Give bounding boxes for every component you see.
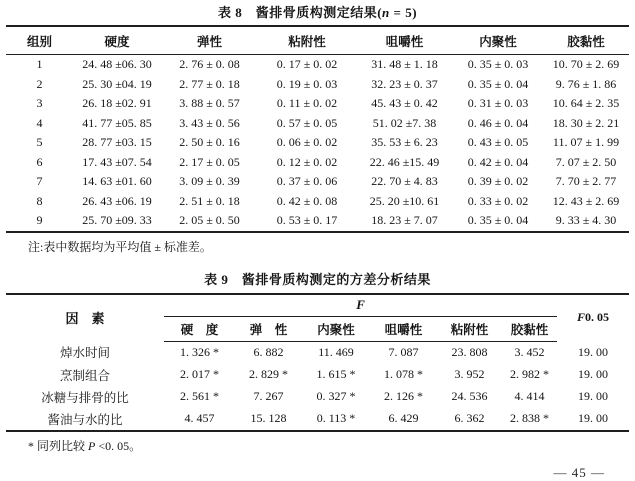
table9-anova-results — [6, 293, 629, 432]
cell-adhesiveness: 0. 12 ± 0. 02 — [276, 154, 338, 169]
cell-cohesiveness: 0. 39 ± 0. 02 — [467, 174, 529, 189]
cell-gumminess: 7. 70 ± 2. 77 — [555, 174, 617, 189]
cell-f-cohesiveness: 0. 113 * — [316, 411, 356, 425]
table-row — [6, 172, 629, 192]
cell-adhesiveness: 0. 37 ± 0. 06 — [276, 174, 338, 189]
cell-f-springiness: 15. 128 — [250, 411, 287, 425]
cell-chewiness: 18. 23 ± 7. 07 — [371, 213, 438, 228]
cell-f-cohesiveness: 0. 327 * — [316, 389, 356, 403]
table9-sub-adhesiveness: 粘附性 — [437, 316, 502, 341]
cell-group: 2 — [36, 76, 43, 91]
cell-chewiness: 32. 23 ± 0. 37 — [371, 76, 438, 91]
cell-f-springiness: 2. 829 * — [249, 367, 288, 381]
cell-cohesiveness: 0. 35 ± 0. 03 — [467, 57, 529, 72]
cell-hardness: 25. 30 ±04. 19 — [82, 76, 152, 91]
cell-springiness: 2. 77 ± 0. 18 — [179, 76, 240, 91]
cell-gumminess: 10. 64 ± 2. 35 — [552, 96, 620, 111]
cell-gumminess: 11. 07 ± 1. 99 — [552, 135, 620, 150]
cell-adhesiveness: 0. 57 ± 0. 05 — [276, 115, 338, 130]
table-row — [6, 133, 629, 153]
footnote-prefix: * 同列比较 — [28, 438, 89, 453]
cell-f-springiness: 6. 882 — [253, 345, 284, 359]
table8-header-hardness: 硬度 — [73, 26, 161, 55]
cell-cohesiveness: 0. 46 ± 0. 04 — [467, 115, 529, 130]
table-row — [6, 114, 629, 134]
footnote-p-symbol: P — [88, 438, 96, 453]
table8-texture-results — [6, 25, 629, 233]
cell-group: 9 — [36, 213, 43, 228]
cell-adhesiveness: 0. 53 ± 0. 17 — [276, 213, 338, 228]
cell-f-chewiness: 6. 429 — [388, 411, 419, 425]
table8-title — [6, 0, 629, 20]
cell-hardness: 26. 43 ±06. 19 — [82, 193, 152, 208]
cell-f005: 19. 00 — [578, 367, 609, 381]
table-row — [6, 94, 629, 114]
table9-header-f: F — [164, 294, 557, 317]
cell-factor: 焯水时间 — [59, 346, 110, 361]
cell-f-hardness: 4. 457 — [184, 411, 215, 425]
cell-f-adhesiveness: 23. 808 — [451, 345, 488, 359]
cell-gumminess: 18. 30 ± 2. 21 — [552, 115, 620, 130]
cell-f-chewiness: 7. 087 — [388, 345, 419, 359]
footnote-suffix: <0. 05。 — [95, 438, 142, 453]
cell-chewiness: 45. 43 ± 0. 42 — [371, 96, 438, 111]
cell-factor: 冰糖与排骨的比 — [41, 390, 129, 405]
table-row — [6, 75, 629, 95]
cell-f-hardness: 2. 017 * — [180, 367, 219, 381]
cell-gumminess: 10. 70 ± 2. 69 — [552, 57, 620, 72]
table8-header-springiness: 弹性 — [161, 26, 258, 55]
cell-gumminess: 9. 76 ± 1. 86 — [555, 76, 617, 91]
cell-f-chewiness: 2. 126 * — [384, 389, 423, 403]
cell-cohesiveness: 0. 35 ± 0. 04 — [467, 213, 529, 228]
cell-f005: 19. 00 — [578, 344, 609, 359]
cell-cohesiveness: 0. 35 ± 0. 04 — [467, 76, 529, 91]
table-row — [6, 408, 629, 431]
table9-header-f005 — [557, 294, 629, 342]
cell-f-hardness: 2. 561 * — [180, 389, 219, 403]
cell-f-gumminess: 2. 982 * — [510, 367, 550, 381]
table9-footnote — [6, 432, 629, 454]
cell-springiness: 3. 88 ± 0. 57 — [179, 96, 240, 111]
cell-group: 6 — [36, 154, 43, 169]
cell-adhesiveness: 0. 06 ± 0. 02 — [276, 135, 338, 150]
cell-group: 3 — [36, 96, 43, 111]
cell-gumminess: 7. 07 ± 2. 50 — [555, 154, 617, 169]
cell-springiness: 3. 09 ± 0. 39 — [179, 174, 240, 189]
table8-header-cohesiveness: 内聚性 — [453, 26, 543, 55]
cell-springiness: 2. 50 ± 0. 16 — [179, 135, 240, 150]
cell-gumminess: 12. 43 ± 2. 69 — [552, 193, 620, 208]
cell-group: 5 — [36, 135, 43, 150]
cell-f-gumminess: 2. 838 * — [510, 411, 550, 425]
table9-sub-springiness: 弹 性 — [235, 316, 302, 341]
table9-sub-hardness: 硬 度 — [164, 316, 235, 341]
table-row — [6, 55, 629, 75]
cell-hardness: 26. 18 ±02. 91 — [82, 96, 152, 111]
cell-hardness: 28. 77 ±03. 15 — [82, 135, 152, 150]
cell-adhesiveness: 0. 11 ± 0. 02 — [276, 96, 338, 111]
cell-springiness: 2. 05 ± 0. 50 — [179, 213, 240, 228]
table8-header-gumminess: 胶黏性 — [543, 26, 629, 55]
cell-chewiness: 22. 46 ±15. 49 — [369, 154, 440, 169]
table8-title-text: 表 8 酱排骨质构测定结果( — [217, 5, 383, 20]
cell-springiness: 2. 17 ± 0. 05 — [179, 154, 240, 169]
cell-factor: 烹制组合 — [59, 368, 110, 383]
cell-group: 1 — [36, 57, 43, 72]
cell-adhesiveness: 0. 17 ± 0. 02 — [276, 57, 338, 72]
table8-header-chewiness: 咀嚼性 — [356, 26, 453, 55]
cell-hardness: 25. 70 ±09. 33 — [82, 213, 152, 228]
cell-hardness: 14. 63 ±01. 60 — [82, 174, 152, 189]
table-row — [6, 211, 629, 232]
cell-cohesiveness: 0. 43 ± 0. 05 — [467, 135, 529, 150]
table-row — [6, 153, 629, 173]
cell-cohesiveness: 0. 42 ± 0. 04 — [467, 154, 529, 169]
cell-hardness: 41. 77 ±05. 85 — [82, 115, 152, 130]
table8-title-n: n — [382, 5, 390, 20]
cell-chewiness: 51. 02 ±7. 38 — [372, 115, 437, 130]
cell-chewiness: 35. 53 ± 6. 23 — [371, 135, 438, 150]
table8-title-suffix: = 5) — [389, 5, 418, 20]
table-row — [6, 341, 629, 364]
cell-group: 8 — [36, 193, 43, 208]
table8-header-group: 组别 — [6, 26, 73, 55]
cell-factor: 酱油与水的比 — [47, 412, 123, 427]
table9-sub-chewiness: 咀嚼性 — [370, 316, 437, 341]
table8-header-row — [6, 26, 629, 55]
cell-f-springiness: 7. 267 — [253, 389, 284, 403]
cell-f-cohesiveness: 11. 469 — [318, 345, 354, 359]
table9-header-row-top — [6, 294, 629, 317]
cell-cohesiveness: 0. 31 ± 0. 03 — [467, 96, 529, 111]
cell-f-hardness: 1. 326 * — [180, 345, 219, 359]
cell-f-chewiness: 1. 078 * — [384, 367, 423, 381]
table9-sub-cohesiveness: 内聚性 — [302, 316, 370, 341]
cell-f-adhesiveness: 24. 536 — [451, 389, 488, 403]
table8-note: 注:表中数据均为平均值 ± 标准差。 — [28, 239, 212, 254]
table-row — [6, 386, 629, 408]
table9-title: 表 9 酱排骨质构测定的方差分析结果 — [204, 271, 431, 287]
cell-f-adhesiveness: 6. 362 — [454, 411, 485, 425]
cell-f-adhesiveness: 3. 952 — [454, 367, 485, 381]
cell-gumminess: 9. 33 ± 4. 30 — [555, 213, 617, 228]
cell-cohesiveness: 0. 33 ± 0. 02 — [467, 193, 529, 208]
cell-springiness: 2. 51 ± 0. 18 — [179, 193, 240, 208]
cell-group: 4 — [36, 115, 43, 130]
cell-adhesiveness: 0. 42 ± 0. 08 — [276, 193, 338, 208]
cell-hardness: 24. 48 ±06. 30 — [82, 57, 152, 72]
cell-adhesiveness: 0. 19 ± 0. 03 — [276, 76, 338, 91]
table-row — [6, 364, 629, 386]
cell-f-gumminess: 3. 452 — [514, 345, 545, 359]
table9-sub-gumminess: 胶黏性 — [502, 316, 557, 341]
cell-group: 7 — [36, 174, 43, 189]
f005-symbol: F — [577, 310, 586, 325]
cell-springiness: 2. 76 ± 0. 08 — [179, 57, 240, 72]
f005-value: 0. 05 — [585, 310, 610, 325]
page-number: — 45 — — [553, 464, 605, 480]
table9-header-factor: 因 素 — [65, 311, 105, 327]
cell-chewiness: 25. 20 ±10. 61 — [369, 193, 440, 208]
cell-chewiness: 31. 48 ± 1. 18 — [371, 57, 438, 72]
cell-f-cohesiveness: 1. 615 * — [316, 367, 356, 381]
table8-header-adhesiveness: 粘附性 — [258, 26, 356, 55]
cell-f005: 19. 00 — [578, 389, 609, 403]
cell-chewiness: 22. 70 ± 4. 83 — [371, 174, 438, 189]
cell-f005: 19. 00 — [578, 411, 609, 425]
cell-f-gumminess: 4. 414 — [514, 389, 545, 403]
cell-springiness: 3. 43 ± 0. 56 — [179, 115, 240, 130]
cell-hardness: 17. 43 ±07. 54 — [82, 154, 152, 169]
table-row — [6, 192, 629, 212]
